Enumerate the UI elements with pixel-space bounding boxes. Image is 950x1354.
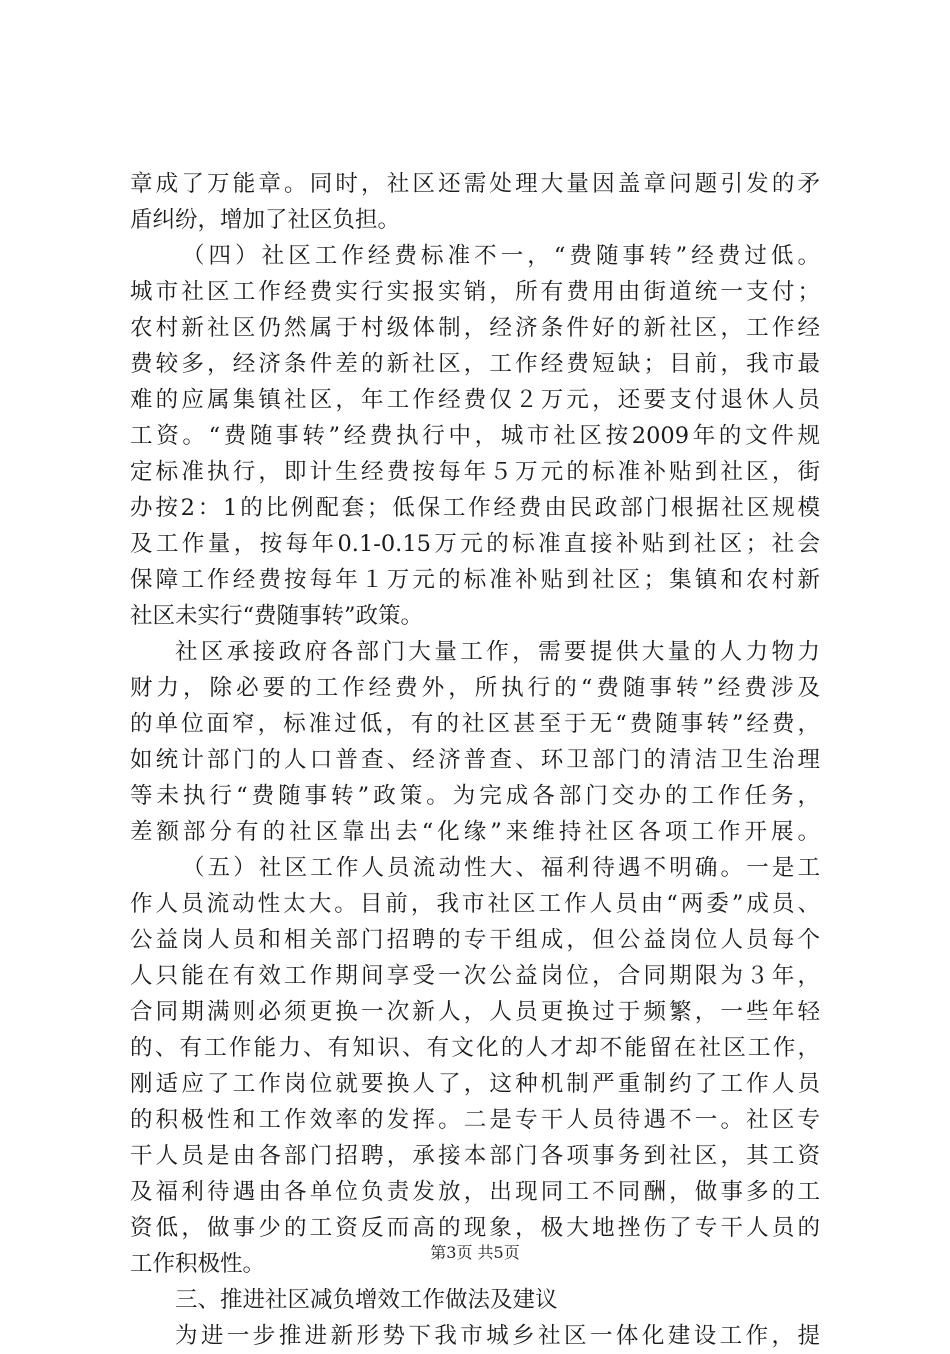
text-line: 办按2：1的比例配套；低保工作经费由民政部门根据社区规模 [130,495,820,521]
text-line: （四）社区工作经费标准不一，“费随事转”经费过低。 [182,243,820,269]
text-line: 社区未实行“费随事转”政策。 [130,603,424,629]
text-line: 工资。“费随事转”经费执行中，城市社区按2009年的文件规 [130,423,820,449]
text-line: 城市社区工作经费实行实报实销，所有费用由街道统一支付； [130,279,820,305]
text-line: 如统计部门的人口普查、经济普查、环卫部门的清洁卫生治理 [130,747,820,773]
section-heading: 三、推进社区减负增效工作做法及建议 [175,1287,558,1313]
text-line: 费较多，经济条件差的新社区，工作经费短缺；目前，我市最 [130,351,820,377]
text-line: 的积极性和工作效率的发挥。二是专干人员待遇不一。社区专 [130,1107,820,1133]
text-line: 及工作量，按每年0.1-0.15万元的标准直接补贴到社区；社会 [130,531,820,557]
text-line: 农村新社区仍然属于村级体制，经济条件好的新社区，工作经 [130,315,820,341]
text-line: 定标准执行，即计生经费按每年５万元的标准补贴到社区，街 [130,459,820,485]
text-line: 的单位面窄，标准过低，有的社区甚至于无“费随事转”经费， [130,711,820,737]
text-line: 章成了万能章。同时，社区还需处理大量因盖章问题引发的矛 [130,171,820,197]
page-footer: 第3页 共5页 [430,1243,520,1262]
text-line: 的、有工作能力、有知识、有文化的人才却不能留在社区工作， [130,1035,820,1061]
text-line: 盾纠纷，增加了社区负担。 [130,207,401,233]
text-line: 财力，除必要的工作经费外，所执行的“费随事转”经费涉及 [130,675,820,701]
body-text [130,166,820,1354]
text-line: 人只能在有效工作期间享受一次公益岗位，合同期限为３年， [130,963,820,989]
text-line: 合同期满则必须更换一次新人，人员更换过于频繁，一些年轻 [130,999,820,1025]
text-line: 社区承接政府各部门大量工作，需要提供大量的人力物力 [175,639,820,665]
text-line: （五）社区工作人员流动性大、福利待遇不明确。一是工 [182,855,820,881]
text-line: 差额部分有的社区靠出去“化缘”来维持社区各项工作开展。 [130,819,820,845]
text-line: 工作积极性。 [130,1251,266,1277]
text-line: 及福利待遇由各单位负责发放，出现同工不同酬，做事多的工 [130,1179,820,1205]
text-line: 公益岗人员和相关部门招聘的专干组成，但公益岗位人员每个 [130,927,820,953]
text-line: 刚适应了工作岗位就要换人了，这种机制严重制约了工作人员 [130,1071,820,1097]
text-line: 难的应属集镇社区，年工作经费仅２万元，还要支付退休人员 [130,387,820,413]
text-line: 等未执行“费随事转”政策。为完成各部门交办的工作任务， [130,783,820,809]
text-line: 为进一步推进新形势下我市城乡社区一体化建设工作，提 [175,1323,820,1349]
text-line: 作人员流动性太大。目前，我市社区工作人员由“两委”成员、 [130,891,820,917]
text-line: 保障工作经费按每年１万元的标准补贴到社区；集镇和农村新 [130,567,820,593]
text-line: 资低，做事少的工资反而高的现象，极大地挫伤了专干人员的 [130,1215,820,1241]
text-line: 干人员是由各部门招聘，承接本部门各项事务到社区，其工资 [130,1143,820,1169]
